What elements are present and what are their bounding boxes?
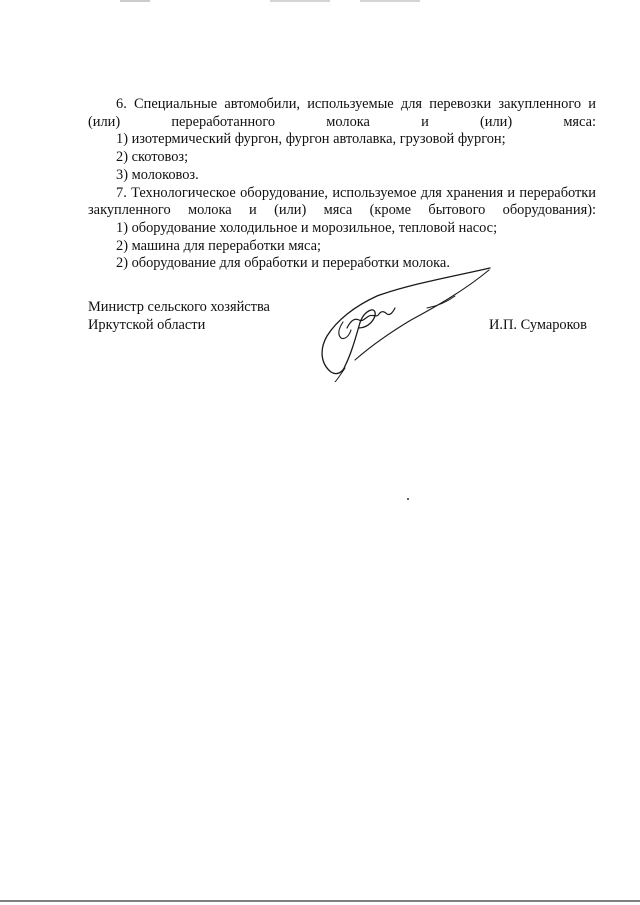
list-item: 2) скотовоз; bbox=[116, 149, 189, 166]
paragraph-7: 7. Технологическое оборудование, используемое для хранения и переработки закупленного молока и (или) мяса (кроме бытового оборудования): bbox=[88, 184, 596, 219]
position-line: Министр сельского хозяйства bbox=[88, 299, 270, 315]
document-body bbox=[88, 96, 596, 273]
list-item: 3) молоковоз. bbox=[116, 166, 199, 183]
position-line: Иркутской области bbox=[88, 316, 206, 333]
list-item: 2) машина для переработки мяса; bbox=[116, 237, 322, 254]
list-item: 2) оборудование для обработки и переработки молока. bbox=[116, 255, 450, 272]
scan-speck bbox=[407, 498, 409, 500]
list-item: 1) оборудование холодильное и морозильное, тепловой насос; bbox=[116, 219, 498, 236]
paragraph-6: 6. Специальные автомобили, используемые для перевозки закупленного и (или) переработанного молока и (или) мяса: bbox=[88, 96, 596, 130]
handwritten-signature bbox=[315, 262, 495, 382]
list-item: 1) изотермический фургон, фургон автолавка, грузовой фургон; bbox=[116, 131, 506, 148]
scan-artifact-bottom bbox=[0, 897, 640, 905]
signatory-position bbox=[88, 299, 270, 334]
scan-artifact-top bbox=[0, 0, 640, 6]
signatory-name: И.П. Сумароков bbox=[489, 317, 587, 333]
